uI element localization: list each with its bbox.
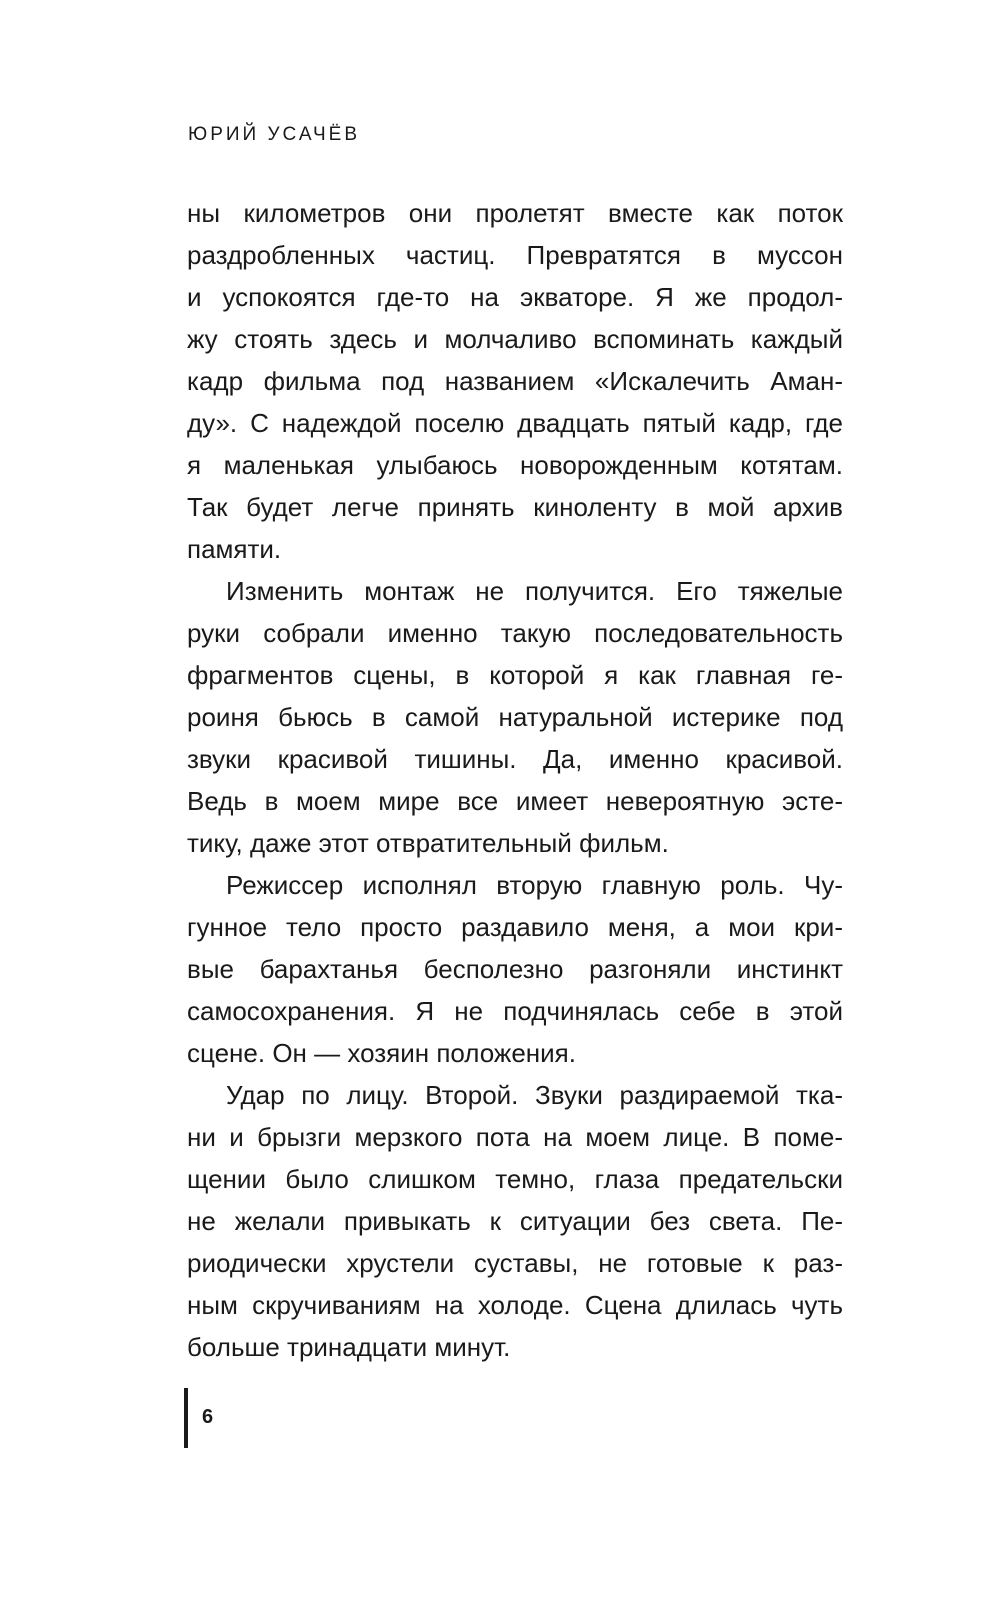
text-line: сцене. Он — хозяин положения. (187, 1038, 576, 1068)
text-line: ни и брызги мерзкого пота на моем лице. В поме- (187, 1122, 843, 1152)
body-text (187, 192, 843, 1368)
text-line: жу стоять здесь и молчаливо вспоминать каждый (187, 324, 843, 354)
text-line: фрагментов сцены, в которой я как главная ге- (187, 660, 843, 690)
text-line: раздробленных частиц. Превратятся в муссон (187, 240, 843, 270)
text-line: самосохранения. Я не подчинялась себе в этой (187, 996, 843, 1026)
text-line: Удар по лицу. Второй. Звуки раздираемой тка- (226, 1080, 843, 1110)
text-line: Изменить монтаж не получится. Его тяжелые (226, 576, 843, 606)
text-line: и успокоятся где-то на экваторе. Я же продол- (187, 282, 843, 312)
text-line: больше тринадцати минут. (187, 1332, 511, 1362)
text-line: риодически хрустели суставы, не готовые к раз- (187, 1248, 843, 1278)
text-line: руки собрали именно такую последовательность (187, 618, 843, 648)
running-head-author: ЮРИЙ УСАЧЁВ (188, 124, 361, 145)
text-line: звуки красивой тишины. Да, именно красивой. (187, 744, 843, 774)
folio-rule (184, 1388, 188, 1448)
text-line: роиня бьюсь в самой натуральной истерике под (187, 702, 843, 732)
text-line: гунное тело просто раздавило меня, а мои кри- (187, 912, 843, 942)
text-line: ным скручиваниям на холоде. Сцена длилась чуть (187, 1290, 843, 1320)
text-line: я маленькая улыбаюсь новорожденным котятам. (187, 450, 843, 480)
text-line: ны километров они пролетят вместе как поток (187, 198, 843, 228)
text-line: вые барахтанья бесполезно разгоняли инстинкт (187, 954, 843, 984)
text-line: Ведь в моем мире все имеет невероятную эсте- (187, 786, 843, 816)
text-line: щении было слишком темно, глаза предательски (187, 1164, 843, 1194)
text-line: не желали привыкать к ситуации без света. Пе- (187, 1206, 843, 1236)
text-line: Режиссер исполнял вторую главную роль. Чу- (226, 870, 843, 900)
text-line: памяти. (187, 534, 282, 564)
text-line: ду». С надеждой поселю двадцать пятый кадр, где (187, 408, 843, 438)
text-line: тику, даже этот отвратительный фильм. (187, 828, 669, 858)
text-line: Так будет легче принять киноленту в мой архив (187, 492, 843, 522)
text-line: кадр фильма под названием «Искалечить Аман- (187, 366, 843, 396)
page-number: 6 (202, 1406, 214, 1428)
